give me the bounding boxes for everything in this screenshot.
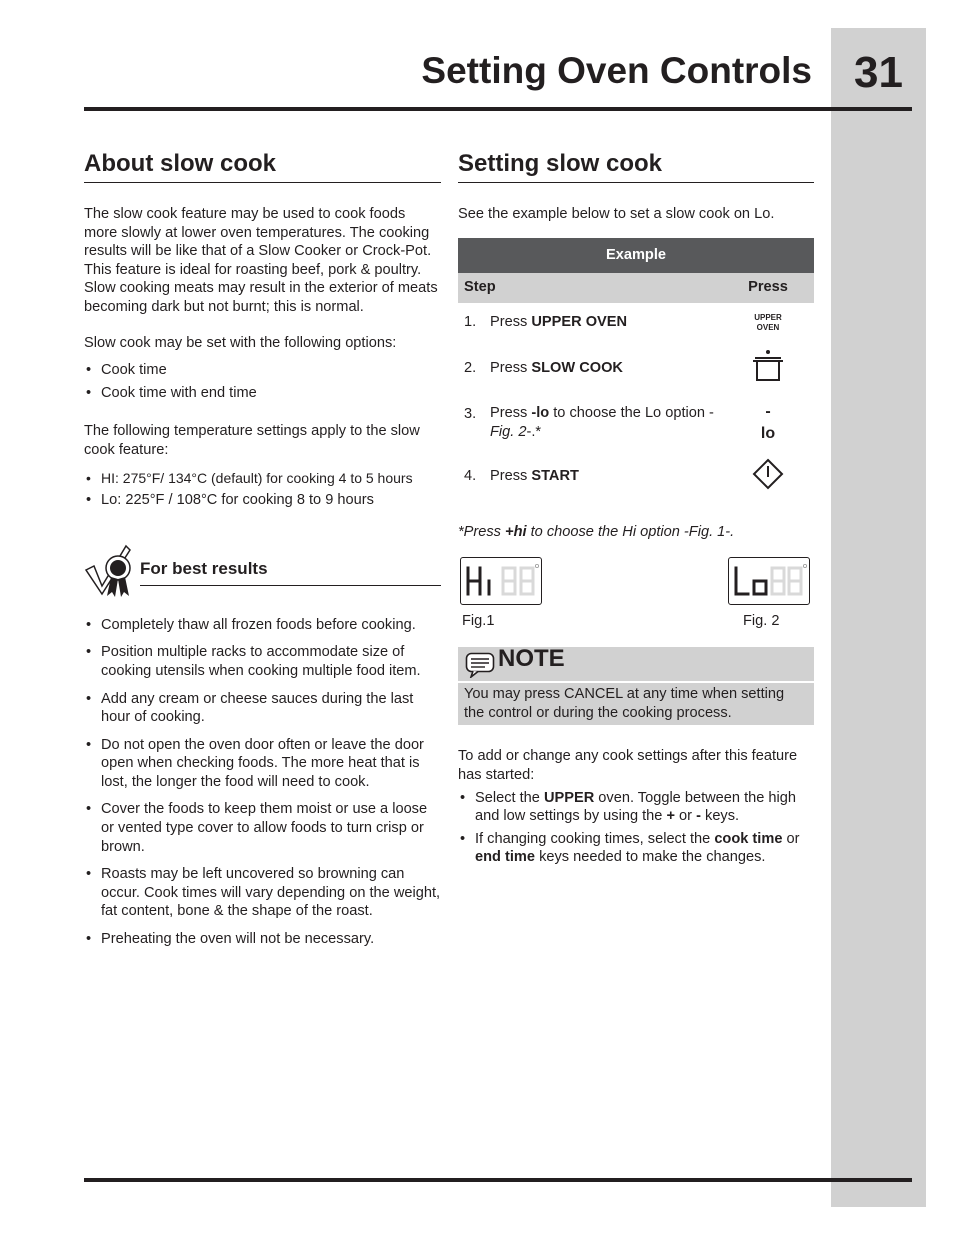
table-row: 3. Press -lo to choose the Lo option -Fig. 2-.* - lo — [458, 395, 814, 451]
award-ribbon-icon — [84, 542, 134, 602]
fig2-caption: Fig. 2 — [743, 613, 780, 630]
right-column — [458, 148, 814, 867]
page-title: Setting Oven Controls — [421, 50, 812, 91]
list-item: • HI: 275°F/ 134°C (default) for cooking 4 to 5 hours — [86, 469, 413, 486]
note-text: You may press CANCEL at any time when setting the control or during the cooking process. — [458, 683, 814, 725]
list-item: • Cook time — [86, 362, 167, 379]
setting-heading: Setting slow cook — [458, 148, 814, 183]
table-row: 1. Press UPPER OVEN UPPER OVEN — [458, 303, 814, 343]
lcd-display-hi — [460, 557, 542, 605]
list-item: • Add any cream or cheese sauces during the last hour of cooking. — [86, 690, 414, 726]
fig1-caption: Fig.1 — [462, 613, 495, 630]
side-tab-bar — [831, 28, 926, 1207]
lcd-display-lo — [728, 557, 810, 605]
about-intro: The slow cook feature may be used to cook foods more slowly at lower oven temperatures. The cooking results will be like that of a Slow Cooker or Crock-Pot. This feature is ideal for roasting beef, pork & poultry. Slow cooking meats may result in the exterior of meats becoming dark but not burnt; this is normal. — [84, 206, 438, 315]
left-column — [84, 148, 441, 949]
list-item: • Position multiple racks to accommodate size of cooking utensils when cooking multiple food item. — [86, 644, 421, 679]
col-step: Step — [464, 279, 496, 296]
example-table — [458, 238, 814, 503]
list-item: • Select the UPPER oven. Toggle between the high and low settings by using the + or - keys. — [460, 789, 797, 825]
about-heading: About slow cook — [84, 148, 441, 183]
note-header — [458, 647, 814, 681]
temp-intro: The following temperature settings apply to the slow cook feature: — [84, 423, 420, 458]
options-intro: Slow cook may be set with the following options: — [84, 334, 397, 351]
temps-list — [84, 469, 441, 510]
table-row: 2. Press SLOW COOK — [458, 343, 814, 395]
upper-oven-key[interactable]: UPPER OVEN — [754, 312, 782, 332]
pot-icon — [752, 349, 784, 383]
changes-intro: To add or change any cook settings after this feature has started: — [458, 748, 798, 783]
start-key[interactable] — [722, 451, 814, 503]
options-list — [84, 361, 441, 402]
best-results-header — [84, 542, 441, 592]
footer-rule — [84, 1178, 912, 1182]
list-item: • Cover the foods to keep them moist or use a loose or vented type cover to allow foods to turn crisp or brown. — [86, 801, 428, 855]
slow-cook-key[interactable] — [722, 343, 814, 395]
note-title: NOTE — [498, 645, 565, 673]
col-press: Press — [748, 279, 788, 296]
best-results-heading: For best results — [140, 560, 441, 587]
example-table-title: Example — [458, 238, 814, 273]
best-results-list — [84, 616, 441, 949]
page-number: 31 — [854, 48, 903, 97]
note-box — [458, 647, 814, 725]
list-item: • If changing cooking times, select the cook time or end time keys needed to make the changes. — [460, 830, 800, 866]
lo-key[interactable]: - lo — [760, 402, 776, 442]
list-item: • Completely thaw all frozen foods before cooking. — [86, 616, 416, 633]
list-item: • Do not open the oven door often or leave the door open when checking foods. The more heat that is lost, the longer the food will need to cook. — [86, 736, 424, 790]
header-rule — [84, 107, 912, 111]
example-table-header — [458, 273, 814, 303]
start-diamond-icon — [752, 458, 784, 490]
figures-row — [458, 557, 814, 637]
list-item: • Lo: 225°F / 108°C for cooking 8 to 9 hours — [86, 492, 374, 509]
changes-list — [458, 789, 814, 867]
list-item: • Roasts may be left uncovered so browning can occur. Cook times will vary depending on the weight, fat content, bone & the shape of the roast. — [86, 866, 441, 920]
table-row: 4. Press START — [458, 451, 814, 503]
setting-intro: See the example below to set a slow cook on Lo. — [458, 206, 775, 222]
note-speech-icon — [465, 652, 495, 678]
footnote: *Press +hi to choose the Hi option -Fig. 1-. — [458, 523, 735, 540]
list-item: • Preheating the oven will not be necessary. — [86, 931, 375, 948]
list-item: • Cook time with end time — [86, 384, 257, 401]
